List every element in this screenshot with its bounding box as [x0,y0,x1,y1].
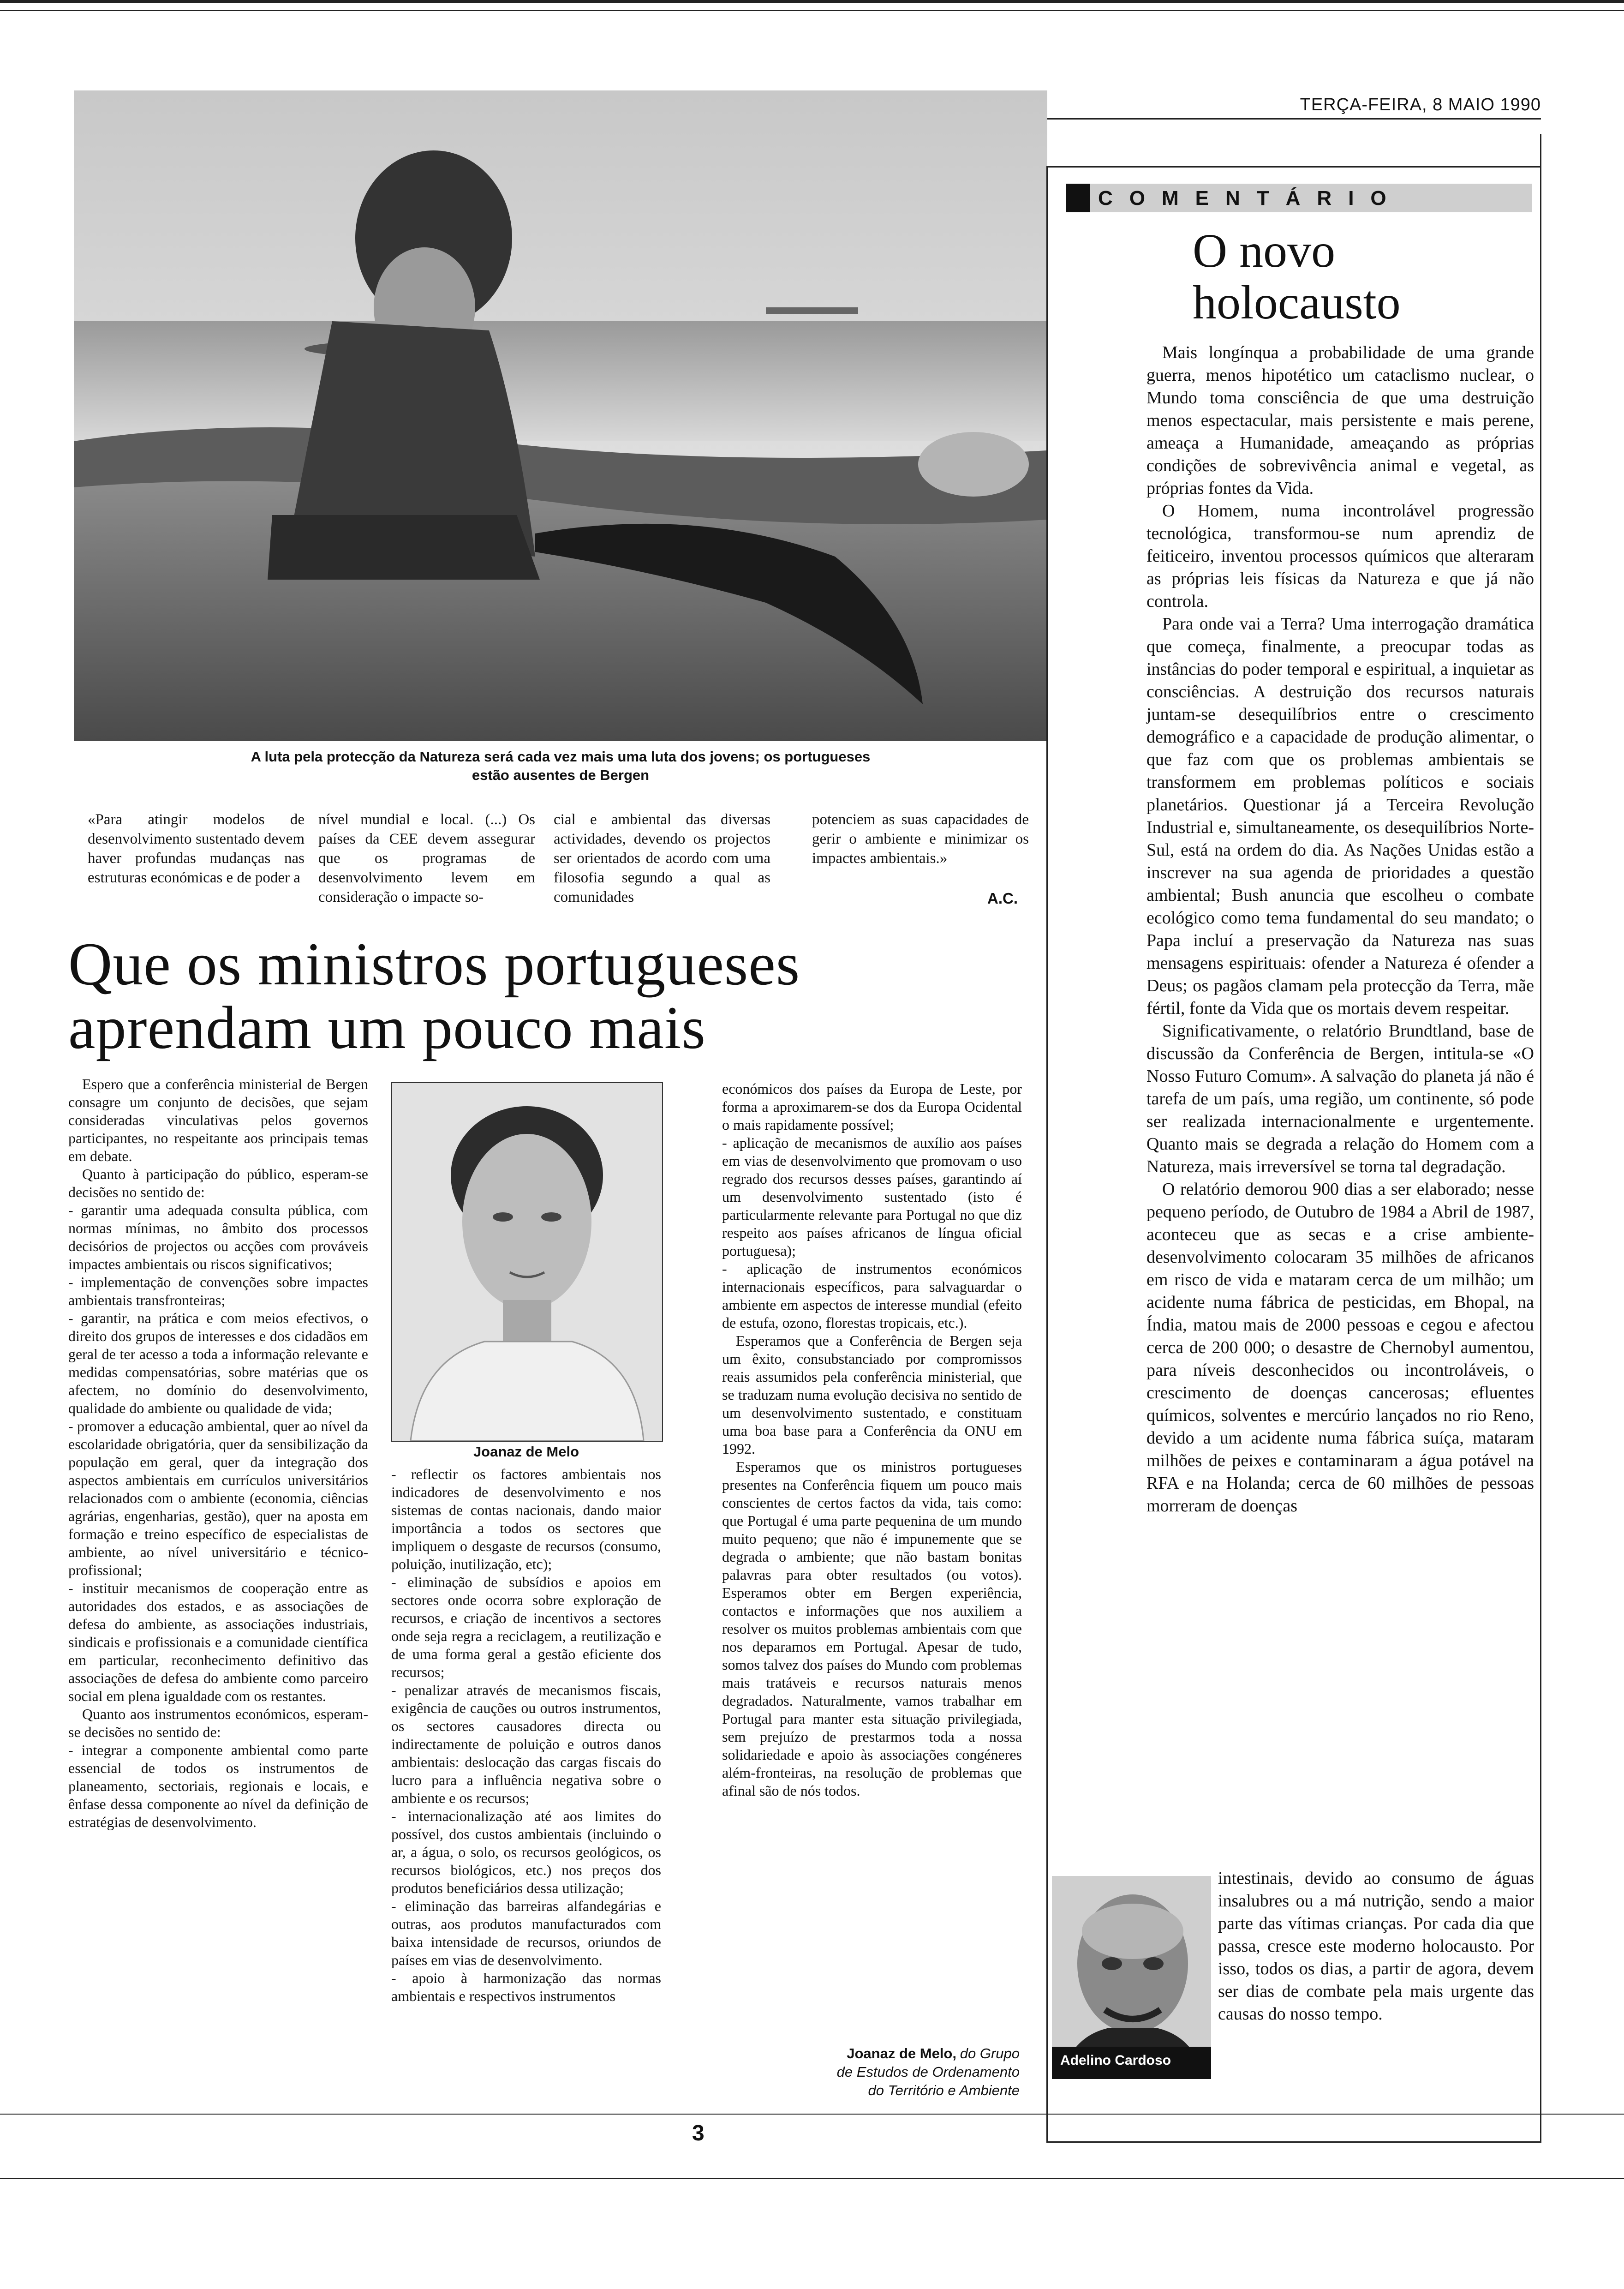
headline-line2: aprendam um pouco mais [68,994,706,1061]
issue-date: TERÇA-FEIRA, 8 MAIO 1990 [1300,95,1541,114]
paragraph: - garantir, na prática e com meios efectivos, o direito dos grupos de interesses e dos cidadãos em geral de ter acesso a toda a informação relevante e medidas compensatórias, sobre matérias que os afectem, no domínio do desenvolvimento, qualidade do ambiente ou qualidade de vida; [68,1310,368,1416]
paragraph: - aplicação de instrumentos económicos internacionais específicos, para salvaguardar o ambiente em aspectos de interesse mundial (efeito de estufa, ozono, florestas tropicais, etc.). [722,1260,1022,1331]
comment-border-right [1540,134,1541,2141]
paragraph: Significativamente, o relatório Brundtland, base de discussão da Conferência de Bergen, intitula-se «O Nosso Futuro Comum». A salvação do planeta já não é tarefa de um país, uma região, um continente, só pode ser realizada internacionalmente e urgentemente. Quanto mais se degrada a relação do Homem com a Natureza, mais irreversível se torna tal degradação. [1146,1021,1534,1176]
byline-name: Joanaz de Melo, [847,2045,956,2061]
article-col-2 [391,1465,661,2005]
top-border [0,0,1624,3]
intro-col-1: «Para atingir modelos de desenvolvimento sustentado devem haver profundas mudanças nas estruturas económicas e de poder a [88,811,304,886]
paragraph: Esperamos que a Conferência de Bergen seja um êxito, consubstanciado por compromissos reais assumidos pela conferência ministerial, que se traduzam numa evolução decisiva no sentido de um desenvolvimento sustentado, e constituam uma boa base para a Conferência da ONU em 1992. [722,1332,1022,1457]
paragraph: Espero que a conferência ministerial de Bergen consagre um conjunto de decisões, que sejam consideradas vinculativas pelos governos participantes, no respeitante aos principais temas em debate. [68,1076,368,1164]
page-number: 3 [692,2121,706,2145]
paragraph: - implementação de convenções sobre impactes ambientais transfronteiras; [68,1274,368,1308]
paragraph: Quanto à participação do público, esperam-se decisões no sentido de: [68,1166,368,1200]
paragraph: Mais longínqua a probabilidade de uma grande guerra, menos hipotético um cataclismo nuclear, o Mundo toma consciência de que uma destruição menos espectacular, mais persistente e mais perene, ameaça a Humanidade, ameaçando as próprias condições de sobrevivência animal e vegetal, as próprias fontes da Vida. [1146,343,1534,498]
intro-signature: A.C. [987,890,1018,907]
article-byline [720,2044,1020,2100]
byline-role1: do Grupo [960,2045,1020,2061]
comment-headline-line2: holocausto [1193,276,1401,329]
comment-body [1146,342,1534,1517]
paragraph: - aplicação de mecanismos de auxílio aos países em vias de desenvolvimento que promovam o uso regrado dos recursos desses países, garantindo aí um desenvolvimento sustentado (isto é particularmente relevante para Portugal no que diz respeito aos países africanos de língua oficial portuguesa); [722,1134,1022,1259]
intro-col-4: potenciem as suas capacidades de gerir o ambiente e minimizar os impactes ambientais.» [812,811,1029,867]
byline-role2: de Estudos de Ordenamento [836,2064,1020,2080]
comment-headline-line1: O novo [1193,224,1336,277]
paragraph: - eliminação das barreiras alfandegárias e outras, aos produtos manufacturados com baixa intensidade de recursos, oriundos de países em vias de desenvolvimento. [391,1898,661,1968]
paragraph: Quanto aos instrumentos económicos, esperam-se decisões no sentido de: [68,1706,368,1740]
comment-border-top [1046,166,1541,168]
photo-caption-line2: estão ausentes de Bergen [472,767,650,783]
byline-role3: do Território e Ambiente [868,2082,1020,2098]
paragraph: - integrar a componente ambiental como parte essencial de todos os instrumentos de planeamento, sectoriais, regionais e locais, e ênfase dessa componente ao nível da definição de estratégias de desenvolvimento. [68,1742,368,1830]
comment-border-bottom [1046,2141,1541,2143]
paragraph: - internacionalização até aos limites do possível, dos custos ambientais (incluindo o ar, a água, o solo, os recursos geológicos, os recursos biológicos, etc.) nos preços dos produtos beneficiários dessa utilização; [391,1808,661,1896]
paragraph: O relatório demorou 900 dias a ser elaborado; nesse pequeno período, de Outubro de 1984 a Abril de 1987, aconteceu que as secas e a crise ambiente-desenvolvimento colocaram 35 milhões de africanos em risco de vida e mataram cerca de um milhão; um acidente numa fábrica de pesticidas, em Bhopal, na Índia, matou mais de 2000 pessoas e cegou e afectou cerca de 200 000; o desastre de Chernobyl aumentou, para níveis desconhecidos ou incontroláveis, o crescimento de doenças cancerosas; efluentes químicos, solventes e mercúrio lançados no rio Reno, devido a um acidente numa fábrica suíça, mataram milhões de peixes e contaminaram a água potável na RFA e na Holanda; cerca de 60 milhões de pessoas morreram de doenças [1146,1180,1534,1516]
paragraph: - reflectir os factores ambientais nos indicadores de desenvolvimento e nos sistemas de contas nacionais, dando maior importância a todos os sectores que impliquem o desgaste de recursos (consumo, poluição, inutilização, etc); [391,1466,661,1572]
paragraph: Para onde vai a Terra? Uma interrogação dramática que começa, finalmente, a preocupar todas as instâncias do poder temporal e espiritual, a inquietar as consciências. A destruição dos recursos naturais juntam-se desequilíbrios entre o crescimento demográfico e a capacidade de produção alimentar, o que faz com que os problemas ambientais se transformem em problemas políticos e sociais planetários. Questionar já a Terceira Revolução Industrial e, simultaneamente, os desequilíbrios Norte-Sul, está na ordem do dia. As Nações Unidas estão a inscrever na sua agenda de prioridades a questão ambiental; Bush anuncia que escolheu o combate ecológico como tema fundamental do seu mandato; o Papa incluí a preservação da Natureza nas suas mensagens espirituais: ofender a Natureza é ofender a Deus; os pagãos clamam pela protecção da Terra, mãe fértil, fonte da Vida que os mortais devem respeitar. [1146,614,1534,1018]
article-headline [68,932,1037,1060]
paragraph: - apoio à harmonização das normas ambientais e respectivos instrumentos [391,1970,661,2004]
photo-caption [74,748,1047,785]
comment-author-caption: Adelino Cardoso [1060,2053,1171,2068]
paragraph: Esperamos que os ministros portugueses presentes na Conferência fiquem um pouco mais conscientes de certos factos da vida, tais como: que Portugal é uma parte pequenina de um mundo muito pequeno; que não é impunemente que se degrada o ambiente; que não bastam bonitas palavras para obter resultados (ou votos). Esperamos obter em Bergen experiência, contactos e informações que nos auxiliem a resolver os muitos problemas ambientais com que nos deparamos em Portugal. Apesar de tudo, somos talvez dos países do Mundo com problemas mais tratáveis e recursos naturais menos degradados. Naturalmente, vamos trabalhar em Portugal para manter esta situação privilegiada, sem prejuízo de prestarmos toda a nossa solidariedade e apoio às associações congéneres além-fronteiras, na resolução de problemas que afinal são de nós todos. [722,1458,1022,1799]
photo-caption-line1: A luta pela protecção da Natureza será cada vez mais uma luta dos jovens; os portugueses [251,749,871,765]
bottom-border [0,2178,1624,2179]
intro-col-2: nível mundial e local. (...) Os países da CEE devem assegurar que os programas de desenvolvimento levem em consideração o impacte so- [318,811,535,905]
top-border-thin [0,10,1624,11]
paragraph: - instituir mecanismos de cooperação entre as autoridades dos estados, e as associações de defesa do ambiente, as associações industriais, sindicais e profissionais e a comunidade científica em particular, reconhecimento definitivo das associações de defesa do ambiente como parceiro social em plena igualdade com os restantes. [68,1580,368,1704]
intro-col-3: cial e ambiental das diversas actividades, devendo os projectos ser orientados de acordo com uma filosofia segundo a qual as comunidades [554,811,770,905]
main-photo [74,90,1047,741]
comment-border-left [1046,166,1048,2141]
section-label: COMENTÁRIO [1098,187,1403,210]
paragraph: - eliminação de subsídios e apoios em sectores onde ocorra sobre exploração de recursos, e criação de incentivos a sectores onde seja regra a reciclagem, a reutilização e de uma forma geral a gestão eficiente dos recursos; [391,1574,661,1680]
paragraph: - garantir uma adequada consulta pública, com normas mínimas, no âmbito dos processos decisórios de projectos ou acções com prováveis impactes ambientais ou riscos significativos; [68,1202,368,1272]
paragraph: - penalizar através de mecanismos fiscais, exigência de cauções ou outros instrumentos, os sectores causadores directa ou indirectamente de poluição e outros danos ambientais: deslocação das cargas fiscais do lucro para a influência negativa sobre o ambiente e os recursos; [391,1682,661,1806]
paragraph: O Homem, numa incontrolável progressão tecnológica, transformou-se num aprendiz de feiticeiro, inventou processos químicos que alteraram as próprias leis físicas da Natureza e que já não controla. [1146,501,1534,611]
banner-square-icon [1066,184,1090,212]
paragraph: económicos dos países da Europa de Leste, por forma a aproximarem-se dos da Europa Ocidental o mais rapidamente possível; [722,1080,1022,1133]
comment-headline [1193,225,1534,329]
comment-author-photo [1052,1876,1211,2079]
byline-line1 [720,2044,1020,2063]
paragraph: - promover a educação ambiental, quer ao nível da escolaridade obrigatória, quer da sensibilização da população em geral, quer da integração dos aspectos ambientais em currículos universitários relacionados com o ambiente (economia, ciências agrárias, engenharias, gestão), quer na aposta em formação e treino específico de especialistas de ambiente, ao nível universitário e técnico-profissional; [68,1418,368,1578]
comment-continuation: intestinais, devido ao consumo de águas insalubres ou a má nutrição, sendo a maior parte das vítimas crianças. Por cada dia que passa, cresce este moderno holocausto. Por isso, todos os dias, a partir de agora, devem ser dias de combate pela mais urgente das causas do nosso tempo. [1218,1869,1534,2024]
headline-line1: Que os ministros portugueses [68,930,800,998]
article-col-1 [68,1075,368,1831]
portrait-caption: Joanaz de Melo [473,1444,579,1460]
author-portrait [391,1082,663,1442]
article-col-3 [722,1080,1022,1800]
footer-rule [0,2114,1624,2115]
